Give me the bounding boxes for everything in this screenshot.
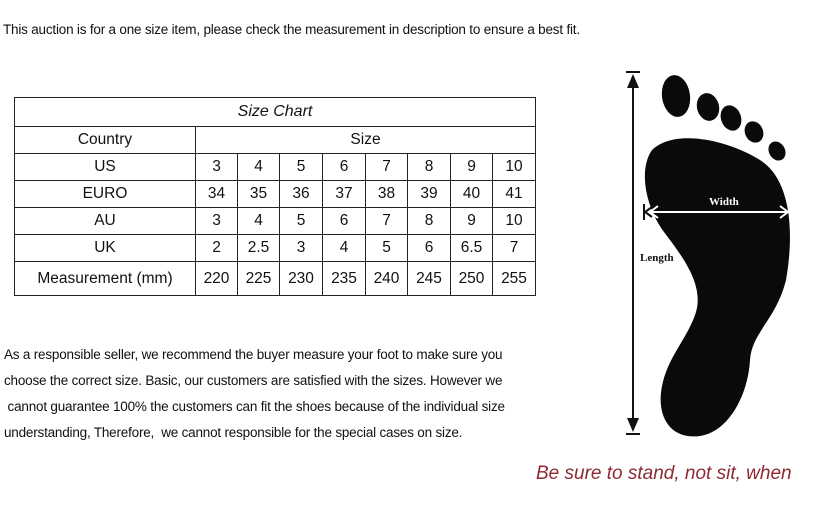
paragraph-line: As a responsible seller, we recommend the buyer measure your foot to make sure you [4, 347, 503, 362]
size-cell: 250 [451, 262, 493, 296]
size-cell: 5 [280, 208, 323, 235]
size-cell: 6.5 [451, 235, 493, 262]
size-cell: 34 [196, 181, 238, 208]
header-country: Country [15, 127, 196, 154]
size-cell: 39 [408, 181, 451, 208]
size-cell: 8 [408, 154, 451, 181]
size-row [15, 262, 536, 296]
size-cell: 6 [323, 154, 366, 181]
size-cell: 3 [196, 208, 238, 235]
size-cell: 35 [238, 181, 280, 208]
size-cell: 6 [408, 235, 451, 262]
size-cell: 4 [238, 154, 280, 181]
size-cell: 225 [238, 262, 280, 296]
size-cell: 3 [280, 235, 323, 262]
row-label: AU [15, 208, 196, 235]
size-cell: 36 [280, 181, 323, 208]
size-cell: 7 [366, 208, 408, 235]
size-cell: 6 [323, 208, 366, 235]
size-cell: 9 [451, 208, 493, 235]
size-cell: 38 [366, 181, 408, 208]
size-cell: 255 [493, 262, 536, 296]
row-label: EURO [15, 181, 196, 208]
size-cell: 40 [451, 181, 493, 208]
size-cell: 7 [493, 235, 536, 262]
length-label: Length [640, 252, 674, 264]
size-row [15, 154, 536, 181]
row-label: US [15, 154, 196, 181]
paragraph-line: understanding, Therefore, we cannot responsible for the special cases on size. [4, 425, 463, 440]
size-cell: 240 [366, 262, 408, 296]
size-cell: 4 [323, 235, 366, 262]
paragraph-line: cannot guarantee 100% the customers can fit the shoes because of the individual size [4, 399, 505, 414]
size-cell: 5 [366, 235, 408, 262]
size-cell: 3 [196, 154, 238, 181]
bottom-note: Be sure to stand, not sit, when [536, 463, 792, 484]
size-cell: 5 [280, 154, 323, 181]
width-label: Width [709, 196, 739, 208]
size-row [15, 235, 536, 262]
top-note: This auction is for a one size item, please check the measurement in description to ensure a best fit. [3, 22, 580, 37]
foot-measurement-diagram [610, 60, 829, 455]
paragraph-line: choose the correct size. Basic, our customers are satisfied with the sizes. However we [4, 373, 503, 388]
size-cell: 4 [238, 208, 280, 235]
size-cell: 10 [493, 154, 536, 181]
size-cell: 2.5 [238, 235, 280, 262]
row-label: UK [15, 235, 196, 262]
size-cell: 7 [366, 154, 408, 181]
size-cell: 10 [493, 208, 536, 235]
size-cell: 37 [323, 181, 366, 208]
size-cell: 230 [280, 262, 323, 296]
row-label: Measurement (mm) [15, 262, 196, 296]
header-size: Size [196, 127, 536, 154]
size-cell: 41 [493, 181, 536, 208]
size-cell: 9 [451, 154, 493, 181]
size-row [15, 208, 536, 235]
seller-recommendation-text [4, 342, 584, 446]
size-cell: 220 [196, 262, 238, 296]
size-cell: 8 [408, 208, 451, 235]
length-arrow [626, 72, 640, 434]
size-cell: 235 [323, 262, 366, 296]
size-cell: 245 [408, 262, 451, 296]
size-row [15, 181, 536, 208]
size-cell: 2 [196, 235, 238, 262]
size-chart-table [14, 97, 536, 296]
size-chart-title: Size Chart [15, 98, 536, 127]
